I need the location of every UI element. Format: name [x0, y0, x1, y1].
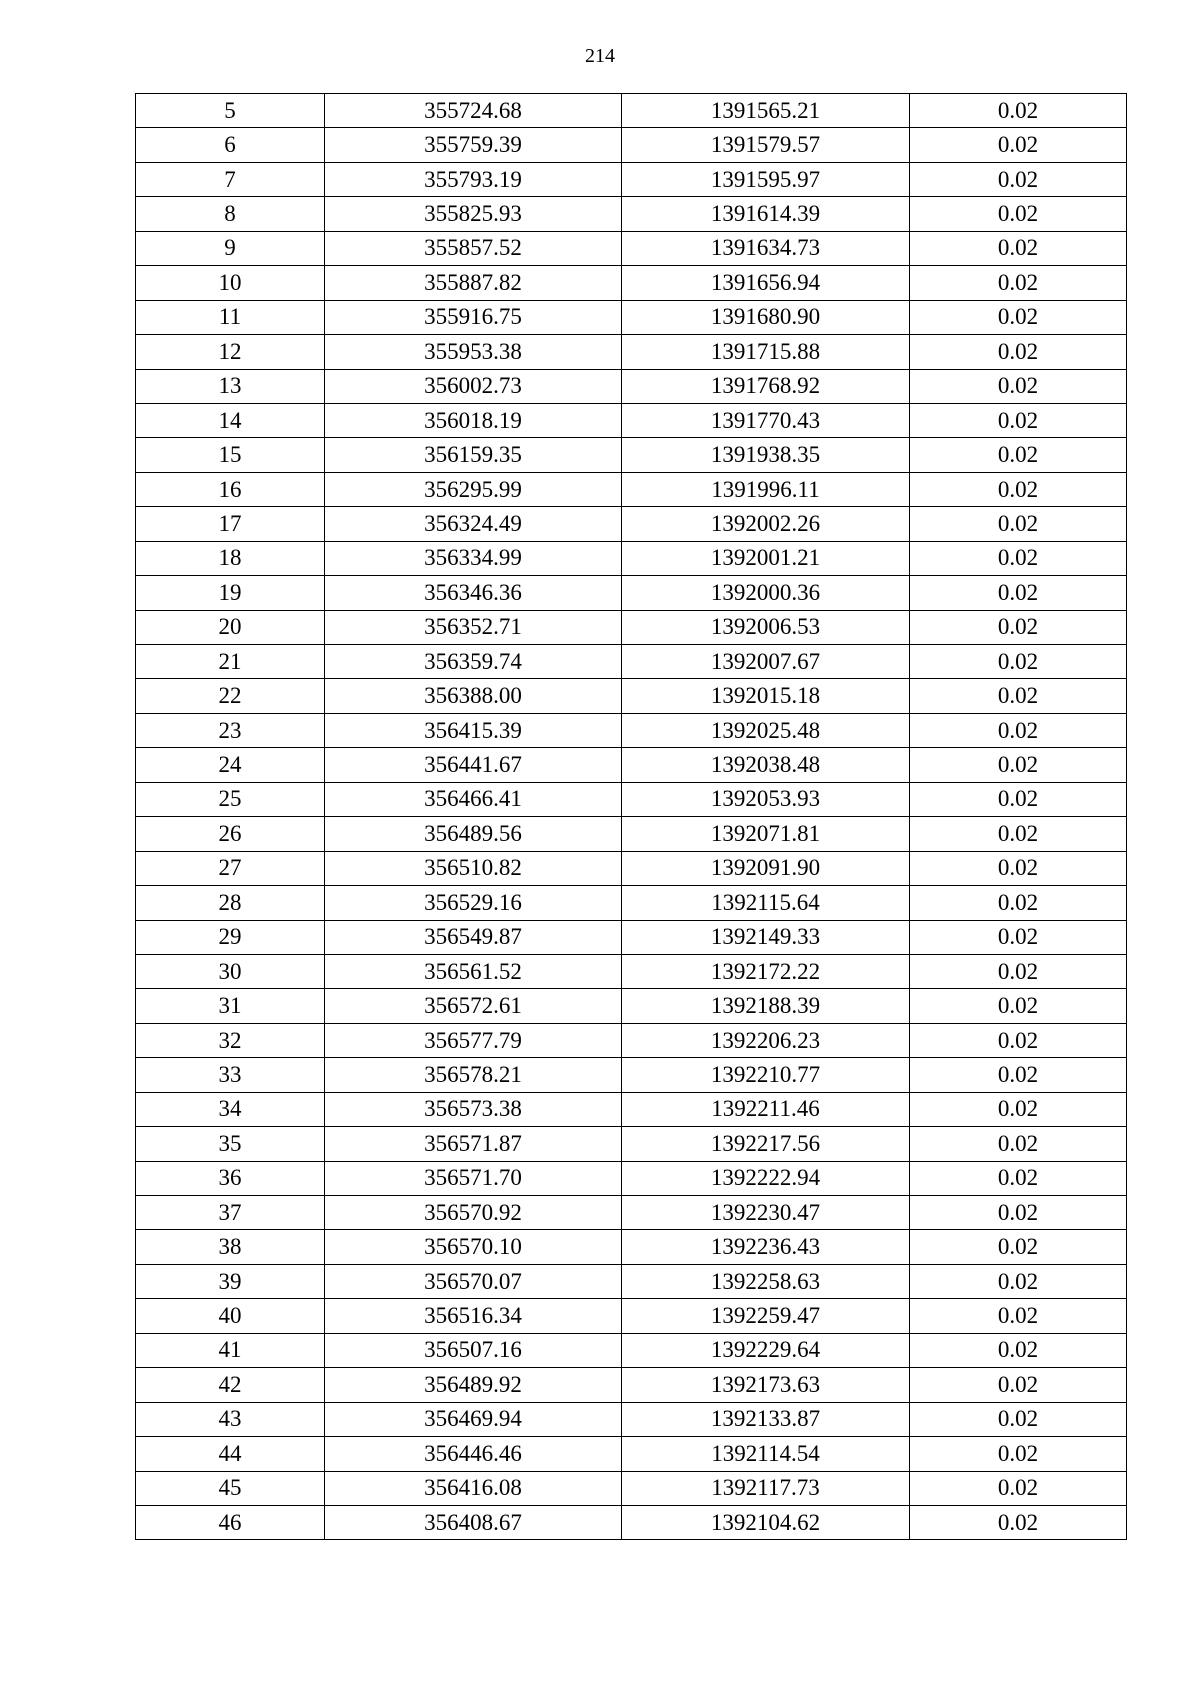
x-coordinate-cell: 356571.87	[325, 1127, 622, 1161]
value-cell: 0.02	[910, 1196, 1127, 1230]
value-cell: 0.02	[910, 1333, 1127, 1367]
x-coordinate-cell: 355887.82	[325, 266, 622, 300]
table-row	[136, 817, 1127, 851]
point-number-cell: 39	[136, 1264, 325, 1298]
y-coordinate-cell: 1392038.48	[622, 748, 910, 782]
table-row	[136, 507, 1127, 541]
x-coordinate-cell: 355825.93	[325, 197, 622, 231]
point-number-cell: 33	[136, 1058, 325, 1092]
table-row	[136, 231, 1127, 265]
y-coordinate-cell: 1392104.62	[622, 1505, 910, 1539]
point-number-cell: 45	[136, 1471, 325, 1505]
x-coordinate-cell: 356352.71	[325, 610, 622, 644]
value-cell: 0.02	[910, 1127, 1127, 1161]
y-coordinate-cell: 1392117.73	[622, 1471, 910, 1505]
y-coordinate-cell: 1391715.88	[622, 335, 910, 369]
value-cell: 0.02	[910, 817, 1127, 851]
point-number-cell: 11	[136, 300, 325, 334]
point-number-cell: 5	[136, 94, 325, 128]
point-number-cell: 13	[136, 369, 325, 403]
x-coordinate-cell: 356346.36	[325, 576, 622, 610]
x-coordinate-cell: 356577.79	[325, 1023, 622, 1057]
x-coordinate-cell: 356561.52	[325, 954, 622, 988]
y-coordinate-cell: 1391770.43	[622, 403, 910, 437]
value-cell: 0.02	[910, 1023, 1127, 1057]
y-coordinate-cell: 1392258.63	[622, 1264, 910, 1298]
point-number-cell: 20	[136, 610, 325, 644]
table-row	[136, 94, 1127, 128]
table-row	[136, 1402, 1127, 1436]
point-number-cell: 32	[136, 1023, 325, 1057]
x-coordinate-cell: 356466.41	[325, 782, 622, 816]
x-coordinate-cell: 355916.75	[325, 300, 622, 334]
point-number-cell: 46	[136, 1505, 325, 1539]
value-cell: 0.02	[910, 576, 1127, 610]
value-cell: 0.02	[910, 128, 1127, 162]
value-cell: 0.02	[910, 438, 1127, 472]
value-cell: 0.02	[910, 335, 1127, 369]
x-coordinate-cell: 356578.21	[325, 1058, 622, 1092]
value-cell: 0.02	[910, 266, 1127, 300]
table-row	[136, 266, 1127, 300]
table-row	[136, 438, 1127, 472]
value-cell: 0.02	[910, 851, 1127, 885]
x-coordinate-cell: 356408.67	[325, 1505, 622, 1539]
x-coordinate-cell: 355953.38	[325, 335, 622, 369]
point-number-cell: 27	[136, 851, 325, 885]
y-coordinate-cell: 1392149.33	[622, 920, 910, 954]
x-coordinate-cell: 356415.39	[325, 713, 622, 747]
table-row	[136, 886, 1127, 920]
value-cell: 0.02	[910, 1505, 1127, 1539]
y-coordinate-cell: 1392015.18	[622, 679, 910, 713]
y-coordinate-cell: 1392173.63	[622, 1368, 910, 1402]
point-number-cell: 22	[136, 679, 325, 713]
page-number: 214	[585, 45, 615, 67]
value-cell: 0.02	[910, 886, 1127, 920]
y-coordinate-cell: 1391634.73	[622, 231, 910, 265]
x-coordinate-cell: 356572.61	[325, 989, 622, 1023]
y-coordinate-cell: 1392091.90	[622, 851, 910, 885]
point-number-cell: 40	[136, 1299, 325, 1333]
point-number-cell: 25	[136, 782, 325, 816]
coordinates-table-body	[136, 94, 1127, 1540]
point-number-cell: 16	[136, 472, 325, 506]
table-row	[136, 1230, 1127, 1264]
point-number-cell: 9	[136, 231, 325, 265]
table-row	[136, 576, 1127, 610]
x-coordinate-cell: 356359.74	[325, 645, 622, 679]
value-cell: 0.02	[910, 472, 1127, 506]
value-cell: 0.02	[910, 1264, 1127, 1298]
point-number-cell: 34	[136, 1092, 325, 1126]
table-row	[136, 1023, 1127, 1057]
point-number-cell: 6	[136, 128, 325, 162]
x-coordinate-cell: 356469.94	[325, 1402, 622, 1436]
x-coordinate-cell: 355857.52	[325, 231, 622, 265]
table-row	[136, 1264, 1127, 1298]
value-cell: 0.02	[910, 1092, 1127, 1126]
point-number-cell: 37	[136, 1196, 325, 1230]
x-coordinate-cell: 356549.87	[325, 920, 622, 954]
point-number-cell: 29	[136, 920, 325, 954]
value-cell: 0.02	[910, 1299, 1127, 1333]
x-coordinate-cell: 356334.99	[325, 541, 622, 575]
value-cell: 0.02	[910, 920, 1127, 954]
value-cell: 0.02	[910, 1058, 1127, 1092]
table-row	[136, 1092, 1127, 1126]
value-cell: 0.02	[910, 989, 1127, 1023]
table-row	[136, 748, 1127, 782]
table-row	[136, 920, 1127, 954]
y-coordinate-cell: 1392222.94	[622, 1161, 910, 1195]
point-number-cell: 18	[136, 541, 325, 575]
y-coordinate-cell: 1392007.67	[622, 645, 910, 679]
x-coordinate-cell: 355793.19	[325, 162, 622, 196]
x-coordinate-cell: 355724.68	[325, 94, 622, 128]
value-cell: 0.02	[910, 1230, 1127, 1264]
point-number-cell: 36	[136, 1161, 325, 1195]
value-cell: 0.02	[910, 713, 1127, 747]
y-coordinate-cell: 1392206.23	[622, 1023, 910, 1057]
x-coordinate-cell: 356507.16	[325, 1333, 622, 1367]
y-coordinate-cell: 1391656.94	[622, 266, 910, 300]
value-cell: 0.02	[910, 507, 1127, 541]
value-cell: 0.02	[910, 369, 1127, 403]
point-number-cell: 42	[136, 1368, 325, 1402]
value-cell: 0.02	[910, 954, 1127, 988]
table-row	[136, 713, 1127, 747]
point-number-cell: 24	[136, 748, 325, 782]
x-coordinate-cell: 356018.19	[325, 403, 622, 437]
table-row	[136, 1058, 1127, 1092]
x-coordinate-cell: 356159.35	[325, 438, 622, 472]
point-number-cell: 7	[136, 162, 325, 196]
value-cell: 0.02	[910, 1368, 1127, 1402]
table-row	[136, 610, 1127, 644]
y-coordinate-cell: 1392230.47	[622, 1196, 910, 1230]
y-coordinate-cell: 1392071.81	[622, 817, 910, 851]
y-coordinate-cell: 1392172.22	[622, 954, 910, 988]
table-row	[136, 1127, 1127, 1161]
x-coordinate-cell: 356570.92	[325, 1196, 622, 1230]
x-coordinate-cell: 356570.10	[325, 1230, 622, 1264]
value-cell: 0.02	[910, 162, 1127, 196]
value-cell: 0.02	[910, 645, 1127, 679]
value-cell: 0.02	[910, 1402, 1127, 1436]
coordinates-table	[135, 93, 1127, 1540]
x-coordinate-cell: 356002.73	[325, 369, 622, 403]
table-row	[136, 128, 1127, 162]
x-coordinate-cell: 356388.00	[325, 679, 622, 713]
table-row	[136, 782, 1127, 816]
value-cell: 0.02	[910, 231, 1127, 265]
point-number-cell: 15	[136, 438, 325, 472]
point-number-cell: 38	[136, 1230, 325, 1264]
x-coordinate-cell: 355759.39	[325, 128, 622, 162]
y-coordinate-cell: 1392001.21	[622, 541, 910, 575]
y-coordinate-cell: 1392114.54	[622, 1437, 910, 1471]
x-coordinate-cell: 356570.07	[325, 1264, 622, 1298]
value-cell: 0.02	[910, 679, 1127, 713]
table-row	[136, 1161, 1127, 1195]
y-coordinate-cell: 1391579.57	[622, 128, 910, 162]
value-cell: 0.02	[910, 403, 1127, 437]
table-row	[136, 1505, 1127, 1539]
y-coordinate-cell: 1391768.92	[622, 369, 910, 403]
x-coordinate-cell: 356529.16	[325, 886, 622, 920]
table-row	[136, 300, 1127, 334]
x-coordinate-cell: 356441.67	[325, 748, 622, 782]
point-number-cell: 28	[136, 886, 325, 920]
point-number-cell: 30	[136, 954, 325, 988]
table-row	[136, 162, 1127, 196]
table-row	[136, 645, 1127, 679]
table-row	[136, 403, 1127, 437]
y-coordinate-cell: 1392133.87	[622, 1402, 910, 1436]
x-coordinate-cell: 356295.99	[325, 472, 622, 506]
y-coordinate-cell: 1392188.39	[622, 989, 910, 1023]
table-row	[136, 197, 1127, 231]
table-row	[136, 989, 1127, 1023]
x-coordinate-cell: 356571.70	[325, 1161, 622, 1195]
y-coordinate-cell: 1391996.11	[622, 472, 910, 506]
value-cell: 0.02	[910, 541, 1127, 575]
value-cell: 0.02	[910, 300, 1127, 334]
table-row	[136, 1368, 1127, 1402]
y-coordinate-cell: 1391938.35	[622, 438, 910, 472]
x-coordinate-cell: 356489.56	[325, 817, 622, 851]
table-row	[136, 954, 1127, 988]
value-cell: 0.02	[910, 94, 1127, 128]
point-number-cell: 12	[136, 335, 325, 369]
point-number-cell: 35	[136, 1127, 325, 1161]
table-row	[136, 1471, 1127, 1505]
point-number-cell: 14	[136, 403, 325, 437]
y-coordinate-cell: 1392053.93	[622, 782, 910, 816]
point-number-cell: 23	[136, 713, 325, 747]
value-cell: 0.02	[910, 610, 1127, 644]
y-coordinate-cell: 1391680.90	[622, 300, 910, 334]
y-coordinate-cell: 1392259.47	[622, 1299, 910, 1333]
value-cell: 0.02	[910, 1161, 1127, 1195]
point-number-cell: 44	[136, 1437, 325, 1471]
table-row	[136, 1437, 1127, 1471]
value-cell: 0.02	[910, 1437, 1127, 1471]
point-number-cell: 26	[136, 817, 325, 851]
value-cell: 0.02	[910, 782, 1127, 816]
y-coordinate-cell: 1392002.26	[622, 507, 910, 541]
table-row	[136, 1299, 1127, 1333]
x-coordinate-cell: 356510.82	[325, 851, 622, 885]
table-row	[136, 1196, 1127, 1230]
point-number-cell: 31	[136, 989, 325, 1023]
x-coordinate-cell: 356416.08	[325, 1471, 622, 1505]
x-coordinate-cell: 356489.92	[325, 1368, 622, 1402]
table-row	[136, 541, 1127, 575]
point-number-cell: 17	[136, 507, 325, 541]
table-row	[136, 335, 1127, 369]
x-coordinate-cell: 356324.49	[325, 507, 622, 541]
point-number-cell: 21	[136, 645, 325, 679]
table-row	[136, 472, 1127, 506]
value-cell: 0.02	[910, 197, 1127, 231]
x-coordinate-cell: 356446.46	[325, 1437, 622, 1471]
x-coordinate-cell: 356516.34	[325, 1299, 622, 1333]
value-cell: 0.02	[910, 1471, 1127, 1505]
x-coordinate-cell: 356573.38	[325, 1092, 622, 1126]
y-coordinate-cell: 1392025.48	[622, 713, 910, 747]
point-number-cell: 8	[136, 197, 325, 231]
y-coordinate-cell: 1391595.97	[622, 162, 910, 196]
y-coordinate-cell: 1392229.64	[622, 1333, 910, 1367]
y-coordinate-cell: 1392000.36	[622, 576, 910, 610]
y-coordinate-cell: 1392006.53	[622, 610, 910, 644]
y-coordinate-cell: 1392115.64	[622, 886, 910, 920]
y-coordinate-cell: 1392211.46	[622, 1092, 910, 1126]
table-row	[136, 851, 1127, 885]
y-coordinate-cell: 1392236.43	[622, 1230, 910, 1264]
y-coordinate-cell: 1391614.39	[622, 197, 910, 231]
table-row	[136, 679, 1127, 713]
table-row	[136, 369, 1127, 403]
value-cell: 0.02	[910, 748, 1127, 782]
point-number-cell: 43	[136, 1402, 325, 1436]
y-coordinate-cell: 1392217.56	[622, 1127, 910, 1161]
y-coordinate-cell: 1392210.77	[622, 1058, 910, 1092]
y-coordinate-cell: 1391565.21	[622, 94, 910, 128]
point-number-cell: 19	[136, 576, 325, 610]
point-number-cell: 41	[136, 1333, 325, 1367]
point-number-cell: 10	[136, 266, 325, 300]
table-row	[136, 1333, 1127, 1367]
